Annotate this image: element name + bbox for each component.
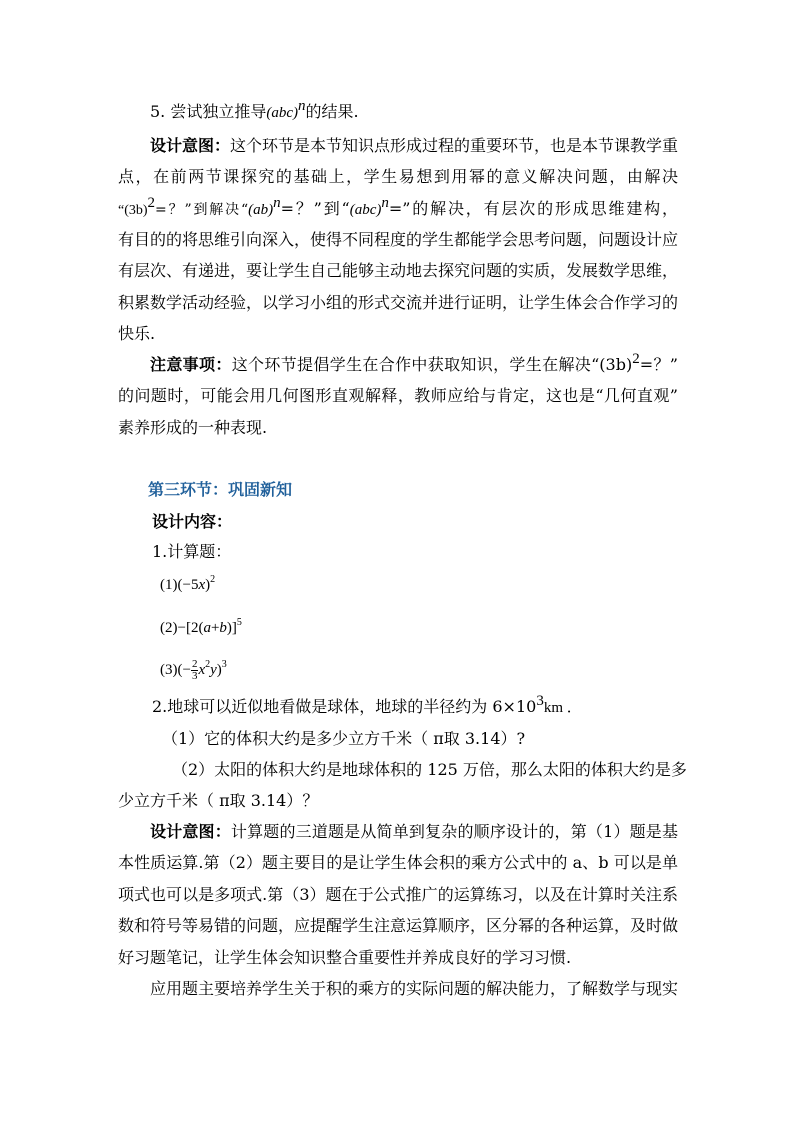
question-2-part-2-line-1: （2）太阳的体积大约是地球体积的 125 万倍，那么太阳的体积大约是多 [172,760,687,779]
question-2-text: 2.地球可以近似地看做是球体，地球的半径约为 6×10 [152,697,537,716]
question-2-exp: 3 [536,693,544,709]
design-intent-text: 这个环节是本节知识点形成过程的重要环节，也是本节课教学重 [230,136,679,155]
exercise-2-exp: 5 [236,617,242,628]
expr-ab: (ab) [248,202,274,218]
text-dao-jiejue: =？”到解决“ [155,202,249,218]
exercise-1-pre: (1)(−5 [160,577,199,593]
note-text: 这个环节提倡学生在合作中获取知识，学生在解决“(3b) [231,355,633,374]
fraction-numerator: 2 [191,658,198,671]
note-label: 注意事项 [150,355,216,374]
item-5-expr: (abc) [266,105,299,121]
exercise-2-a: a [203,620,211,636]
exercise-1-post: ) [205,577,211,593]
exercise-1-exp: 2 [210,574,216,585]
expr-ab-exp: n [273,195,281,211]
exercise-2 [160,618,720,638]
exercise-2-plus: + [210,620,220,636]
design-intent-1-line-5: 有层次、有递进，要让学生自己能够主动地去探究问题的实质，发展数学思维， [118,261,679,280]
fraction-denominator: 3 [191,670,198,683]
item-5-text: 5. 尝试独立推导 [150,102,267,121]
note-text-tail: =？” [639,355,678,374]
design-intent-2-line-3: 项式也可以是多项式.第（3）题在于公式推广的运算练习，以及在计算时关注系 [118,885,678,904]
expr-3b: “(3b) [118,203,148,218]
exercise-3-x-exp: 2 [205,659,211,670]
question-2-unit: km ． [543,700,582,716]
design-intent-2-line-1 [150,822,678,842]
exercise-3-pre: (3)(− [160,662,191,678]
expr-3b-exp: 2 [147,195,156,211]
exercise-2-post: )] [226,620,237,636]
design-intent-2-text: 计算题的三道题是从简单到复杂的顺序设计的，第（1）题是基 [230,822,678,841]
exercise-3-y: y [210,662,217,678]
exercise-3-post: ) [216,662,222,678]
item-5 [150,98,678,123]
exercise-2-pre: (2)−[2( [160,620,204,636]
design-intent-1-line-2: 点，在前两节课探究的基础上，学生易想到用幂的意义解决问题，由解决 [118,167,678,186]
text-dao: =？”到“ [280,199,350,218]
note-line-2: 的问题时，可能会用几何图形直观解释，教师应给与肯定，这也是“几何直观” [118,386,678,405]
note-colon: ： [215,355,232,374]
design-intent-2-colon: ： [214,822,231,841]
exercise-3-x: x [198,662,206,678]
exercise-1 [160,575,720,595]
design-intent-1-line-1 [150,136,678,156]
design-content-label: 设计内容： [152,512,233,531]
design-intent-1-line-7: 快乐. [118,324,156,343]
exercise-3-exp: 3 [221,659,227,670]
note-exp: 2 [632,351,640,367]
design-intent-1-line-4: 有目的的将思维引向深入，使得不同程度的学生都能学会思考问题，问题设计应 [118,230,679,249]
item-5-exponent: n [298,98,306,114]
design-intent-1-line-6: 积累数学活动经验，以学习小组的形式交流并进行证明，让学生体会合作学习的 [118,293,679,312]
expr-abc-exp: n [381,195,389,211]
exercise-2-b: b [219,620,227,636]
expr-abc: (abc) [349,202,382,218]
application-line-1: 应用题主要培养学生关于积的乘方的实际问题的解决能力，了解数学与现实 [150,979,679,998]
design-intent-2-line-4: 数和符号等易错的问题，应提醒学生注意运算顺序，区分幂的各种运算，及时做 [118,916,679,935]
design-intent-2-label: 设计意图 [150,822,215,841]
note-line-3: 素养形成的一种表现. [118,418,268,437]
design-intent-label: 设计意图 [150,136,215,155]
question-2-part-1: （1）它的体积大约是多少立方千米（ π取 3.14）? [162,729,526,748]
design-intent-2-line-5: 好习题笔记，让学生体会知识整合重要性并养成良好的学习习惯. [118,948,572,967]
question-2-part-2-line-2: 少立方千米（ π取 3.14）？ [118,791,319,810]
design-intent-colon: ： [214,136,231,155]
question-1-title: 1.计算题： [152,542,232,561]
design-intent-1-line-3 [118,195,678,221]
item-5-tail: 的结果. [305,102,359,121]
exercise-1-x: x [198,577,206,593]
question-2 [152,693,712,718]
text-jiejue: =”的解决，有层次的形成思维建构， [388,199,678,218]
exercise-3 [160,656,720,684]
design-intent-2-line-2: 本性质运算.第（2）题主要目的是让学生体会积的乘方公式中的 a、b 可以是单 [118,853,678,872]
section-3-heading: 第三环节：巩固新知 [148,480,293,499]
note-line-1 [150,351,678,375]
